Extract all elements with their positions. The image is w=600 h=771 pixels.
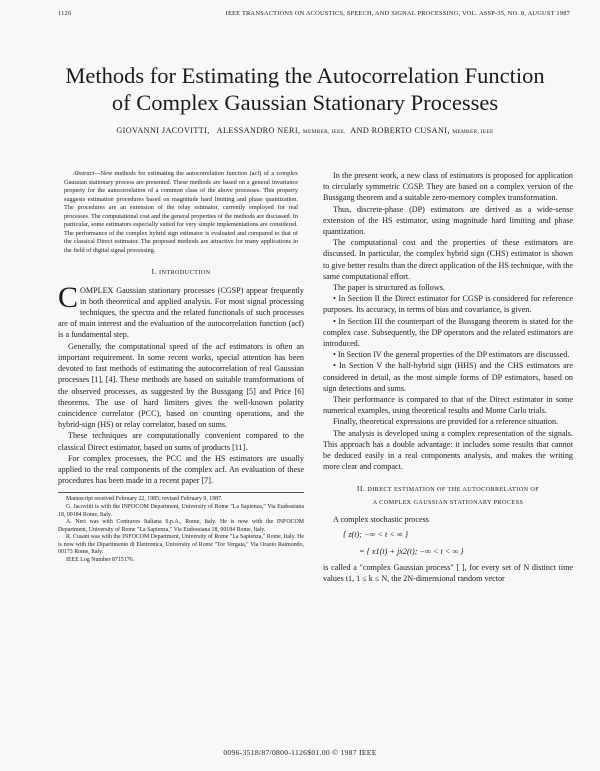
right-paragraph-6: Finally, theoretical expressions are provided for a reference situation. [333,417,559,427]
footnote-manuscript: Manuscript received February 22, 1985; revised February 9, 1987. [66,496,223,503]
outline-bullet-section-4: • In Section IV the general properties of the DP estimators are discussed. [333,350,570,360]
right-paragraph-3: The computational cost and the properties of these estimators are discussed. In particular, the complex hybrid sign (CHS) estimator is shown to give better results than the direct application of the HS technique, with the same computational effort. [323,238,573,281]
author-2: ALESSANDRO NERI, [216,126,301,135]
footnote-log-number: IEEE Log Number 8715176. [66,557,135,564]
section-2-intro: A complex stochastic process [333,514,429,524]
copyright-footer: 0096-3518/87/0800-1126$01.00 © 1987 IEEE [223,748,377,757]
running-header [58,10,570,17]
author-3-membership: MEMBER, IEEE [452,129,494,135]
section-1-title: INTRODUCTION [159,269,211,277]
page-number: 1126 [58,10,72,17]
section-2-title-line-1: DIRECT ESTIMATION OF THE AUTOCORRELATION OF [367,486,540,494]
right-paragraph-1: In the present work, a new class of estimators is proposed for application to circularly symmetric CGSP. They are based on a complex version of the Bussgang theorem and a suitable zero-memory complex transformation. [323,171,573,203]
section-2-title-line-2: A COMPLEX GAUSSIAN STATIONARY PROCESS [372,498,524,506]
author-1: GIOVANNI JACOVITTI, [116,126,210,135]
paper-title [40,62,570,116]
footnotes [58,492,304,564]
right-column [323,170,573,585]
right-paragraph-4: The paper is structured as follows. [333,283,445,293]
abstract [64,170,298,255]
section-2-heading [323,483,573,507]
author-3: AND ROBERTO CUSANI, [350,126,450,135]
title-line-1: Methods for Estimating the Autocorrelation Function [65,63,545,88]
right-paragraph-5: Their performance is compared to that of the Direct estimator in some numerical examples, using theoretical results and Monte Carlo trials. [323,395,573,416]
footnote-neri: A. Neri was with Contraves Italiana S.p.A., Rome, Italy. He is now with the INFOCOM Department, University of Rome "La Sapienza," Via Eudossiana 18, 00184 Rome, Italy. [58,519,304,533]
abstract-text: —New methods for estimating the autocorrelation function (acf) of a complex Gaussian stationary process are presented. These methods are based on a general invariance property for the autocorrelation of a common class of the above processes. This property suggests estimation procedures based on magnitude hard limiting and phase quantization. The procedures are an extension of the relay estimator, currently employed for real processes. The computational cost and the general properties of the methods are discussed. In particular, some estimators especially suited for very simple implementations are considered. The performance of the complex hybrid sign estimator is evaluated and compared to that of the classical Direct estimator. The proposed methods are attractive for many applications in the field of digital signal processing. [64,170,298,254]
intro-paragraph-1 [58,280,304,341]
abstract-label: Abstract [73,170,95,177]
title-line-2: of Complex Gaussian Stationary Processes [111,90,499,115]
intro-paragraph-4: For complex processes, the PCC and the HS estimators are usually applied to the real components of the complex acf. An evaluation of these procedures has been made in a recent paper [7]. [58,453,304,486]
section-1-heading [58,266,304,278]
left-column [58,170,304,565]
footnote-jacovitti: G. Jacovitti is with the INFOCOM Department, University of Rome "La Sapienza," Via Eudossiana 18, 00184 Rome, Italy. [58,503,304,518]
intro-paragraph-2: Generally, the computational speed of the acf estimators is often an important requirement. In some recent works, special attention has been devoted to fast methods of estimating the autocorrelation of real Gaussian processes [1], [4]. These methods are based on suitable transformations of the observed processes, as suggested by the Bussgang [5] and Price [6] theorems. The use of hard limiters gives the well-known polarity coincidence correlator (PCC), based on counting operations, and the hybrid-sign (HS) or relay correlator, based on sums. [58,341,304,430]
section-2-definition-text: is called a "complex Gaussian process" [ ], for every set of N distinct time values t1, 1 ≤ k ≤ N, the 2N-dimensional random vector [323,563,573,584]
outline-bullet-section-5: • In Section V the half-hybrid sign (HHS) and the CHS estimators are considered in detail, as the most simple forms of DP estimators, based on sign detections and sums. [323,361,573,393]
running-title: IEEE TRANSACTIONS ON ACOUSTICS, SPEECH, AND SIGNAL PROCESSING, VOL. ASSP-35, NO. 8, AUGUST 1987 [225,10,570,17]
author-2-membership: MEMBER, IEEE, [302,129,346,135]
intro-paragraph-1-text: OMPLEX Gaussian stationary processes (CGSP) appear frequently in both theoretical and applied analysis. For most signal processing techniques, the spectra and the related functionals of such processes are of main interest and the evaluation of the autocorrelation function (acf) is a fundamental step. [58,285,304,340]
outline-bullet-section-2: • In Section II the Direct estimator for CGSP is considered for reference purposes. Its accuracy, in terms of bias and covariance, is given. [323,294,573,315]
right-paragraph-7: The analysis is developed using a complex representation of the signals. This approach has a double advantage: it includes some results that cannot be deduced easily in a real components analysis, and makes the writing more clear and compact. [323,428,573,472]
right-paragraph-2: Thus, discrete-phase (DP) estimators are derived as a wide-sense extension of the HS estimator, using magnitude hard limiting and phase quantization. [323,204,573,237]
equation-process-components: = { x1(t) + jx2(t); −∞ < t < ∞ } [359,547,464,557]
section-1-numeral: I. [151,267,157,277]
section-2-numeral: II. [356,484,366,494]
drop-cap: C [58,280,79,314]
footnote-cusani: R. Cusani was with the INFOCOM Department, University of Rome "La Sapienza," Rome, Italy. He is now with the Dipartimento di Elettronica, University of Rome "Tor Vergata," Via Orazio Raimondo, 00173 Rome, Italy. [58,534,304,556]
equation-process-definition: { z(t); −∞ < t < ∞ } [343,530,409,540]
intro-paragraph-3: These techniques are computationally convenient compared to the classical Direct estimator, based on sums of products [11]. [58,431,304,452]
outline-bullet-section-3: • In Section III the counterpart of the Bussgang theorem is stated for the complex case. Subsequently, the DP operators and the related estimators are introduced. [323,316,573,349]
author-line [40,126,570,135]
